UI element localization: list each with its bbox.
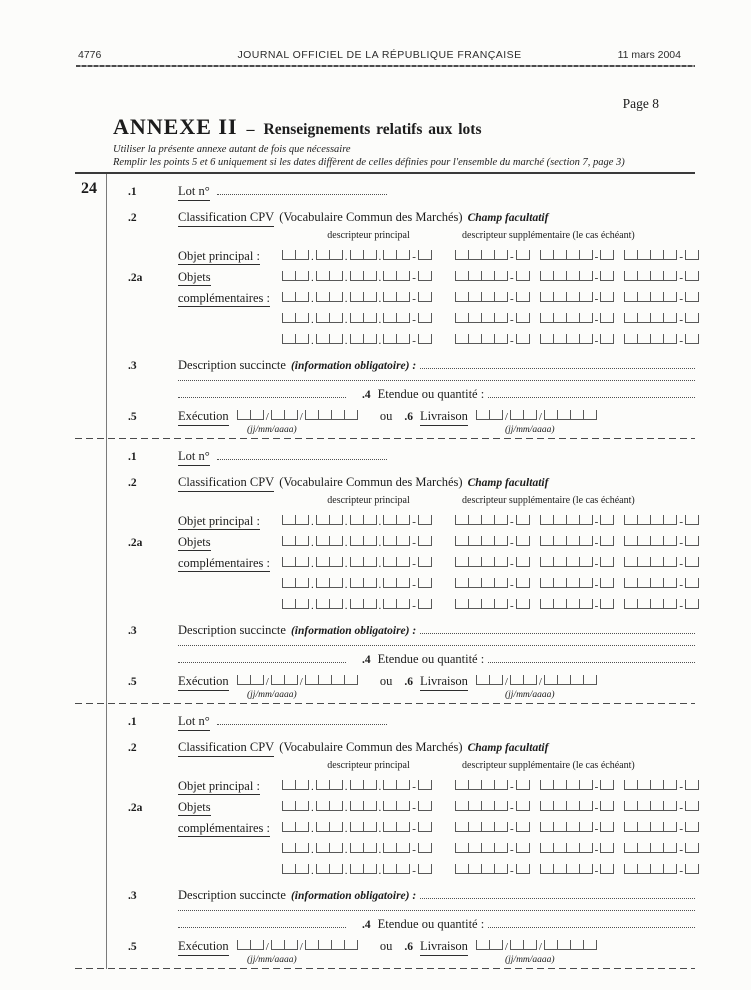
- description-label: Description succincte: [178, 623, 286, 637]
- cpv-label: Classification CPV: [178, 740, 274, 757]
- description-field-line-3: [178, 653, 346, 663]
- cpv-supplementary-fields: - - -: [455, 577, 699, 592]
- col-header-supplementaire: descripteur supplémentaire (le cas échéant): [462, 760, 635, 771]
- item-number-1: .1: [128, 451, 137, 463]
- cpv-code-row-5: [75, 863, 695, 878]
- lot-number-label: Lot n°: [178, 714, 210, 731]
- dates-row: [75, 674, 695, 690]
- cpv-code-row-1: [75, 779, 695, 794]
- header-rule: [76, 65, 695, 67]
- cpv-row: [75, 740, 695, 756]
- execution-date-format-hint: (jj/mm/aaaa): [247, 690, 297, 700]
- description-field-line-1: [420, 889, 695, 899]
- annexe-note-2: Remplir les points 5 et 6 uniquement si les dates diffèrent de celles définies pour l'ensemble du marché (section 7, page 3): [113, 157, 625, 168]
- item-number-5: .5: [128, 676, 137, 688]
- etendue-field: [488, 653, 695, 663]
- execution-date-format-hint: (jj/mm/aaaa): [247, 955, 297, 965]
- cpv-paren-text: (Vocabulaire Commun des Marchés): [279, 740, 463, 754]
- col-header-principal: descripteur principal: [327, 495, 410, 506]
- complementaires-label: complémentaires :: [178, 821, 270, 835]
- description-row: [75, 358, 695, 373]
- lot-number-label: Lot n°: [178, 449, 210, 466]
- cpv-supplementary-fields: - - -: [455, 312, 699, 327]
- annexe-title: [113, 114, 482, 140]
- item-number-6: .6: [404, 941, 413, 953]
- objets-label: Objets: [178, 270, 211, 284]
- date-format-row: [75, 690, 695, 703]
- description-field-line-1: [420, 624, 695, 634]
- description-required-note: (information obligatoire) :: [290, 890, 417, 902]
- annexe-title-main: ANNEXE II: [113, 114, 238, 139]
- item-number-5: .5: [128, 941, 137, 953]
- description-field-line-3: [178, 918, 346, 928]
- dates-row: [75, 939, 695, 955]
- cpv-code-row-3: [75, 556, 695, 571]
- description-field-line-2: [178, 909, 695, 911]
- cpv-supplementary-fields: - - -: [455, 333, 699, 348]
- etendue-row: [75, 652, 695, 667]
- cpv-code-row-1: [75, 514, 695, 529]
- item-number-5: .5: [128, 411, 137, 423]
- cpv-supplementary-fields: - - -: [455, 800, 699, 815]
- cpv-supplementary-fields: - - -: [455, 270, 699, 285]
- objet-principal-label: Objet principal :: [178, 514, 260, 528]
- cpv-principal-field: . . . -: [282, 270, 455, 285]
- etendue-row: [75, 917, 695, 932]
- lot-number-field: [217, 185, 387, 195]
- block-separator: [75, 968, 695, 969]
- dates-row: [75, 409, 695, 425]
- cpv-code-row-2: [75, 270, 695, 285]
- cpv-supplementary-fields: - - -: [455, 535, 699, 550]
- ou-text: ou: [379, 409, 393, 423]
- section-margin-number: 24: [81, 180, 97, 197]
- livraison-label: Livraison: [420, 939, 468, 956]
- description-label: Description succincte: [178, 888, 286, 902]
- description-required-note: (information obligatoire) :: [290, 625, 417, 637]
- cpv-row: [75, 475, 695, 491]
- description-row: [75, 623, 695, 638]
- cpv-principal-field: . . . -: [282, 863, 455, 878]
- cpv-principal-field: . . . -: [282, 577, 455, 592]
- lot-number-field: [217, 450, 387, 460]
- etendue-label: Etendue ou quantité :: [377, 387, 485, 401]
- page-label: Page 8: [622, 96, 659, 111]
- lot-number-row: [75, 449, 695, 465]
- cpv-code-row-4: [75, 577, 695, 592]
- livraison-date-format-hint: (jj/mm/aaaa): [504, 425, 555, 435]
- objet-principal-label: Objet principal :: [178, 779, 260, 793]
- etendue-field: [488, 918, 695, 928]
- cpv-paren-text: (Vocabulaire Commun des Marchés): [279, 475, 463, 489]
- item-number-2: .2: [128, 212, 137, 224]
- date-format-row: [75, 955, 695, 968]
- etendue-field: [488, 388, 695, 398]
- livraison-label: Livraison: [420, 674, 468, 691]
- item-number-1: .1: [128, 186, 137, 198]
- descriptor-column-headers: [75, 230, 695, 243]
- cpv-principal-field: . . . -: [282, 312, 455, 327]
- lot-number-label: Lot n°: [178, 184, 210, 201]
- cpv-optional-note: Champ facultatif: [467, 742, 549, 754]
- item-number-2a: .2a: [128, 537, 143, 549]
- descriptor-column-headers: [75, 495, 695, 508]
- item-number-4: .4: [362, 654, 371, 666]
- lot-blocks-container: [75, 184, 695, 969]
- item-number-2a: .2a: [128, 272, 143, 284]
- livraison-date-field: / /: [476, 939, 597, 954]
- livraison-date-format-hint: (jj/mm/aaaa): [504, 690, 555, 700]
- execution-label: Exécution: [178, 409, 229, 426]
- item-number-2: .2: [128, 742, 137, 754]
- item-number-3: .3: [128, 625, 137, 637]
- etendue-row: [75, 387, 695, 402]
- form-top-rule: [75, 172, 695, 174]
- description-field-line-2: [178, 379, 695, 381]
- col-header-supplementaire: descripteur supplémentaire (le cas échéant): [462, 495, 635, 506]
- margin-vertical-rule: [106, 174, 107, 969]
- cpv-optional-note: Champ facultatif: [467, 477, 549, 489]
- cpv-principal-field: . . . -: [282, 514, 455, 529]
- item-number-6: .6: [404, 676, 413, 688]
- cpv-principal-field: . . . -: [282, 249, 455, 264]
- cpv-code-row-3: [75, 291, 695, 306]
- description-row: [75, 888, 695, 903]
- item-number-4: .4: [362, 919, 371, 931]
- execution-label: Exécution: [178, 939, 229, 956]
- item-number-6: .6: [404, 411, 413, 423]
- objets-label: Objets: [178, 535, 211, 549]
- description-required-note: (information obligatoire) :: [290, 360, 417, 372]
- block-separator: [75, 438, 695, 439]
- execution-date-field: / /: [237, 409, 358, 424]
- cpv-code-row-5: [75, 598, 695, 613]
- livraison-date-format-hint: (jj/mm/aaaa): [504, 955, 555, 965]
- descriptor-column-headers: [75, 760, 695, 773]
- block-separator: [75, 703, 695, 704]
- cpv-label: Classification CPV: [178, 210, 274, 227]
- cpv-code-row-2: [75, 535, 695, 550]
- annexe-note-1: Utiliser la présente annexe autant de fois que nécessaire: [113, 144, 351, 155]
- cpv-code-row-5: [75, 333, 695, 348]
- item-number-4: .4: [362, 389, 371, 401]
- description-label: Description succincte: [178, 358, 286, 372]
- etendue-label: Etendue ou quantité :: [377, 917, 485, 931]
- cpv-supplementary-fields: - - -: [455, 842, 699, 857]
- journal-page-number: 4776: [78, 49, 102, 61]
- lot-section: [75, 449, 695, 703]
- complementaires-label: complémentaires :: [178, 291, 270, 305]
- cpv-paren-text: (Vocabulaire Commun des Marchés): [279, 210, 463, 224]
- col-header-principal: descripteur principal: [327, 760, 410, 771]
- item-number-1: .1: [128, 716, 137, 728]
- ou-text: ou: [379, 939, 393, 953]
- cpv-principal-field: . . . -: [282, 291, 455, 306]
- cpv-supplementary-fields: - - -: [455, 863, 699, 878]
- cpv-principal-field: . . . -: [282, 800, 455, 815]
- cpv-optional-note: Champ facultatif: [467, 212, 549, 224]
- form-area: [75, 172, 695, 969]
- livraison-date-field: / /: [476, 674, 597, 689]
- complementaires-label: complémentaires :: [178, 556, 270, 570]
- item-number-3: .3: [128, 890, 137, 902]
- cpv-principal-field: . . . -: [282, 535, 455, 550]
- livraison-label: Livraison: [420, 409, 468, 426]
- cpv-principal-field: . . . -: [282, 821, 455, 836]
- description-field-line-2: [178, 644, 695, 646]
- lot-number-row: [75, 184, 695, 200]
- cpv-supplementary-fields: - - -: [455, 779, 699, 794]
- cpv-principal-field: . . . -: [282, 779, 455, 794]
- execution-date-field: / /: [237, 674, 358, 689]
- cpv-code-row-3: [75, 821, 695, 836]
- cpv-code-row-4: [75, 842, 695, 857]
- etendue-label: Etendue ou quantité :: [377, 652, 485, 666]
- date-format-row: [75, 425, 695, 438]
- journal-title: JOURNAL OFFICIEL DE LA RÉPUBLIQUE FRANÇAISE: [237, 49, 522, 61]
- objet-principal-label: Objet principal :: [178, 249, 260, 263]
- journal-header: [78, 49, 681, 61]
- objets-label: Objets: [178, 800, 211, 814]
- cpv-principal-field: . . . -: [282, 598, 455, 613]
- cpv-label: Classification CPV: [178, 475, 274, 492]
- item-number-2: .2: [128, 477, 137, 489]
- col-header-supplementaire: descripteur supplémentaire (le cas échéant): [462, 230, 635, 241]
- annexe-title-dash: –: [246, 121, 255, 138]
- cpv-code-row-4: [75, 312, 695, 327]
- item-number-2a: .2a: [128, 802, 143, 814]
- lot-section: [75, 714, 695, 968]
- execution-label: Exécution: [178, 674, 229, 691]
- col-header-principal: descripteur principal: [327, 230, 410, 241]
- annexe-title-subtitle: Renseignements relatifs aux lots: [263, 121, 482, 138]
- livraison-date-field: / /: [476, 409, 597, 424]
- cpv-code-row-2: [75, 800, 695, 815]
- cpv-supplementary-fields: - - -: [455, 249, 699, 264]
- cpv-supplementary-fields: - - -: [455, 514, 699, 529]
- description-field-line-1: [420, 359, 695, 369]
- cpv-code-row-1: [75, 249, 695, 264]
- cpv-supplementary-fields: - - -: [455, 556, 699, 571]
- cpv-supplementary-fields: - - -: [455, 821, 699, 836]
- cpv-supplementary-fields: - - -: [455, 598, 699, 613]
- execution-date-format-hint: (jj/mm/aaaa): [247, 425, 297, 435]
- ou-text: ou: [379, 674, 393, 688]
- lot-number-field: [217, 715, 387, 725]
- lot-number-row: [75, 714, 695, 730]
- cpv-principal-field: . . . -: [282, 556, 455, 571]
- item-number-3: .3: [128, 360, 137, 372]
- cpv-principal-field: . . . -: [282, 842, 455, 857]
- journal-date: 11 mars 2004: [617, 49, 681, 61]
- cpv-supplementary-fields: - - -: [455, 291, 699, 306]
- execution-date-field: / /: [237, 939, 358, 954]
- description-field-line-3: [178, 388, 346, 398]
- cpv-row: [75, 210, 695, 226]
- lot-section: [75, 184, 695, 438]
- cpv-principal-field: . . . -: [282, 333, 455, 348]
